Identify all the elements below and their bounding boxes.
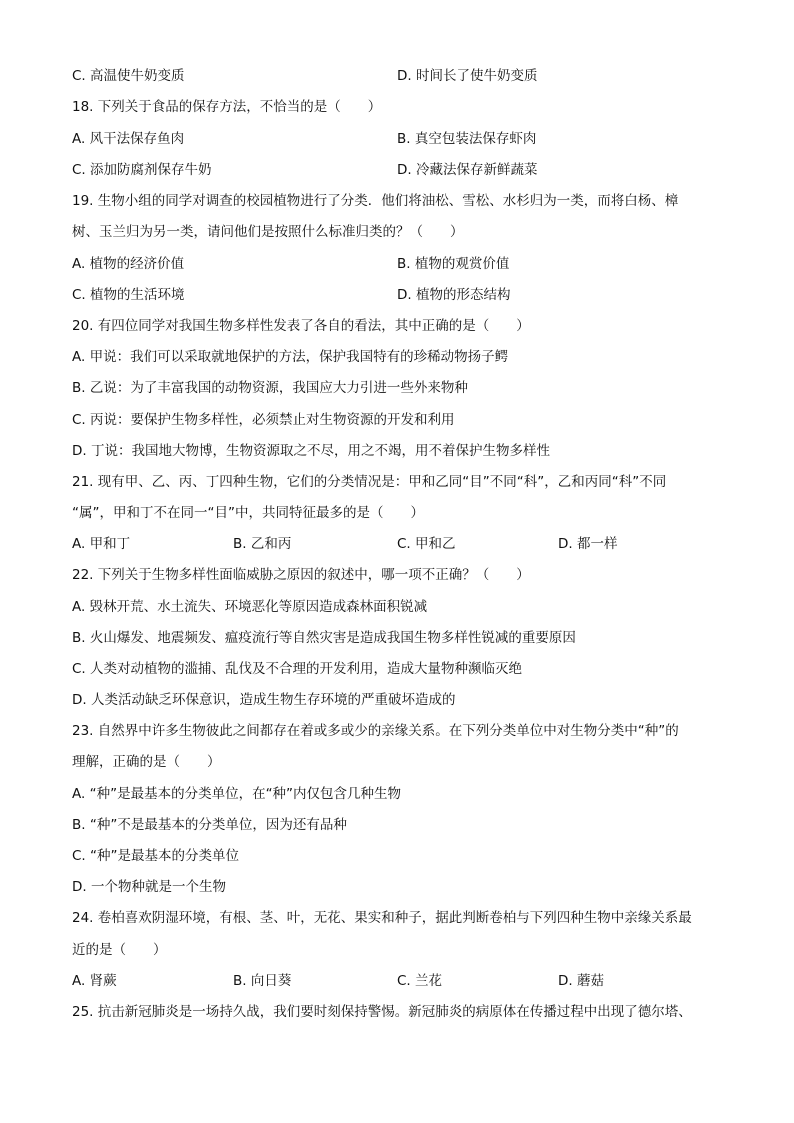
q22-option-a: A. 毁林开荒、水土流失、环境恶化等原因造成森林面积锐减 (72, 599, 428, 615)
q19-option-b: B. 植物的观赏价值 (397, 256, 510, 272)
q18-option-a: A. 风干法保存鱼肉 (72, 131, 185, 147)
q23-option-a: A. “种”是最基本的分类单位，在“种”内仅包含几种生物 (72, 786, 402, 802)
q23-option-d: D. 一个物种就是一个生物 (72, 879, 226, 895)
q24-stem-line-2: 近的是（ ） (72, 942, 167, 958)
q21-stem-line-1: 21. 现有甲、乙、丙、丁四种生物，它们的分类情况是：甲和乙同“目”不同“科”，乙和丙同“科”不同 (72, 474, 667, 490)
q18-option-d: D. 冷藏法保存新鲜蔬菜 (397, 162, 538, 178)
q20-stem: 20. 有四位同学对我国生物多样性发表了各自的看法，其中正确的是（ ） (72, 318, 530, 334)
q21-option-c: C. 甲和乙 (397, 536, 456, 552)
q20-option-d: D. 丁说：我国地大物博，生物资源取之不尽，用之不竭，用不着保护生物多样性 (72, 443, 550, 459)
q24-option-d: D. 蘑菇 (558, 973, 604, 989)
q24-option-a: A. 肾蕨 (72, 973, 117, 989)
q24-stem-line-1: 24. 卷柏喜欢阴湿环境，有根、茎、叶，无花、果实和种子，据此判断卷柏与下列四种生物中亲缘关系最 (72, 910, 692, 926)
q20-option-a: A. 甲说：我们可以采取就地保护的方法，保护我国特有的珍稀动物扬子鳄 (72, 349, 509, 365)
q23-option-b: B. “种”不是最基本的分类单位，因为还有品种 (72, 817, 347, 833)
q23-option-c: C. “种”是最基本的分类单位 (72, 848, 239, 864)
q20-option-b: B. 乙说：为了丰富我国的动物资源，我国应大力引进一些外来物种 (72, 380, 468, 396)
q21-option-d: D. 都一样 (558, 536, 618, 552)
q22-option-c: C. 人类对动植物的滥捕、乱伐及不合理的开发利用，造成大量物种濒临灭绝 (72, 661, 523, 677)
q19-option-a: A. 植物的经济价值 (72, 256, 185, 272)
q18-option-b: B. 真空包装法保存虾肉 (397, 131, 537, 147)
q18-stem: 18. 下列关于食品的保存方法，不恰当的是（ ） (72, 99, 382, 115)
q22-stem: 22. 下列关于生物多样性面临威胁之原因的叙述中，哪一项不正确？（ ） (72, 567, 530, 583)
q18-option-c: C. 添加防腐剂保存牛奶 (72, 162, 212, 178)
q21-option-b: B. 乙和丙 (233, 536, 292, 552)
q23-stem-line-2: 理解，正确的是（ ） (72, 754, 221, 770)
q19-option-d: D. 植物的形态结构 (397, 287, 511, 303)
q20-option-c: C. 丙说：要保护生物多样性，必须禁止对生物资源的开发和利用 (72, 412, 455, 428)
q23-stem-line-1: 23. 自然界中许多生物彼此之间都存在着或多或少的亲缘关系。在下列分类单位中对生物分类中“种”的 (72, 723, 679, 739)
q19-option-c: C. 植物的生活环境 (72, 287, 185, 303)
q25-stem-line-1: 25. 抗击新冠肺炎是一场持久战，我们要时刻保持警惕。新冠肺炎的病原体在传播过程中出现了德尔塔、 (72, 1004, 692, 1020)
q24-option-c: C. 兰花 (397, 973, 443, 989)
q21-stem-line-2: “属”，甲和丁不在同一“目”中，共同特征最多的是（ ） (72, 505, 424, 521)
q19-stem-line-2: 树、玉兰归为另一类，请问他们是按照什么标准归类的？（ ） (72, 224, 464, 240)
q24-option-b: B. 向日葵 (233, 973, 292, 989)
q17-option-c: C. 高温使牛奶变质 (72, 68, 185, 84)
q22-option-b: B. 火山爆发、地震频发、瘟疫流行等自然灾害是造成我国生物多样性锐减的重要原因 (72, 630, 576, 646)
q22-option-d: D. 人类活动缺乏环保意识，造成生物生存环境的严重破坏造成的 (72, 692, 456, 708)
q17-option-d: D. 时间长了使牛奶变质 (397, 68, 538, 84)
q21-option-a: A. 甲和丁 (72, 536, 131, 552)
q19-stem-line-1: 19. 生物小组的同学对调查的校园植物进行了分类．他们将油松、雪松、水杉归为一类，而将白杨、樟 (72, 193, 679, 209)
